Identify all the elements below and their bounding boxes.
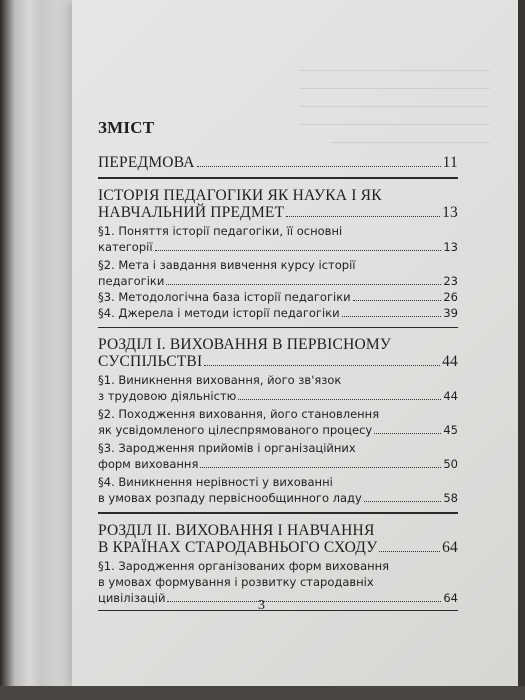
toc-entry-title: §4. Виникнення нерівності у вихованні [98,475,333,489]
toc-entry-title: §1. Поняття історії педагогіки, її основні [98,223,343,238]
toc-entry-title: як усвідомленого цілеспрямованого процесу [98,423,373,437]
toc-entry-section [98,257,458,289]
toc-entry-title: В КРАЇНАХ СТАРОДАВНЬОГО СХОДУ [98,538,378,556]
toc-entry-section [98,406,458,438]
leader-dots [167,601,441,602]
toc-entry-title: §4. Джерела і методи історії педагогіки [98,305,340,320]
toc-entry-section [98,558,458,606]
toc-page-number: 58 [443,491,458,505]
table-of-contents [98,118,458,619]
toc-entry-title: в умовах розпаду первіснообщинного ладу [98,491,362,505]
divider [98,177,458,179]
toc-entry-title: РОЗДІЛ II. ВИХОВАННЯ І НАВЧАННЯ [98,521,375,539]
toc-page-number: 11 [442,154,458,171]
toc-page-number: 13 [442,203,458,221]
toc-entry-title: РОЗДІЛ І. ВИХОВАННЯ В ПЕРВІСНОМУ [98,336,392,353]
toc-entry-section [98,305,458,321]
toc-page-number: 44 [443,389,458,403]
leader-dots [374,433,441,434]
toc-entry-section [98,289,458,305]
leader-dots [238,399,441,400]
toc-entry-title: з трудовою діяльністю [98,389,237,403]
toc-entry-title: §1. Зародження організованих форм виховання [98,558,390,573]
toc-entry-chapter-intro [98,187,458,221]
leader-dots [155,250,442,251]
toc-page-number: 50 [443,457,458,471]
toc-entry-title: в умовах формування і розвитку стародавніх [98,574,374,589]
toc-entry-section [98,474,458,506]
toc-page-number: 44 [442,353,458,370]
page-number: 3 [258,598,265,613]
toc-entry-title: §3. Зародження прийомів і організаційних [98,441,356,455]
toc-entry-title: форм виховання [98,457,199,471]
toc-entry-title: §1. Виникнення виховання, його зв'язок [98,373,342,387]
toc-entry-title: §3. Методологічна база історії педагогіки [98,289,351,304]
toc-page-number: 45 [443,423,458,437]
book-spine [0,0,42,700]
divider [98,512,458,514]
toc-entry-title: педагогіки [98,273,165,288]
toc-entry-section [98,440,458,472]
toc-entry-title: §2. Походження виховання, його становлення [98,407,380,421]
toc-page-number: 13 [443,239,458,254]
toc-page-number: 39 [443,305,458,320]
toc-entry-title: цивілізацій [98,590,166,605]
leader-dots [286,216,440,217]
leader-dots [342,316,442,317]
toc-entry-title: ПЕРЕДМОВА [98,154,195,171]
toc-entry-title: ІСТОРІЯ ПЕДАГОГІКИ ЯК НАУКА І ЯК [98,186,382,204]
toc-entry-title: НАВЧАЛЬНИЙ ПРЕДМЕТ [98,203,285,221]
toc-page-number: 23 [443,273,458,288]
toc-heading: ЗМІСТ [98,118,155,137]
divider [98,610,458,612]
leader-dots [197,166,441,167]
toc-entry-title: категорії [98,239,153,254]
leader-dots [204,365,440,366]
leader-dots [364,501,442,502]
leader-dots [379,551,440,552]
leader-dots [200,467,441,468]
toc-page-number: 26 [443,289,458,304]
toc-entry-section [98,372,458,404]
toc-entry-title: СУСПІЛЬСТВІ [98,353,203,370]
toc-page-number: 64 [443,590,458,605]
leader-dots [353,300,442,301]
toc-entry-preface [98,154,458,171]
toc-page-number: 64 [442,538,458,556]
toc-entry-chapter-1 [98,336,458,370]
toc-entry-section [98,223,458,255]
toc-entry-chapter-2 [98,522,458,556]
divider [98,327,458,329]
table-edge [0,686,525,700]
leader-dots [166,284,441,285]
toc-entry-title: §2. Мета і завдання вивчення курсу історії [98,257,356,272]
